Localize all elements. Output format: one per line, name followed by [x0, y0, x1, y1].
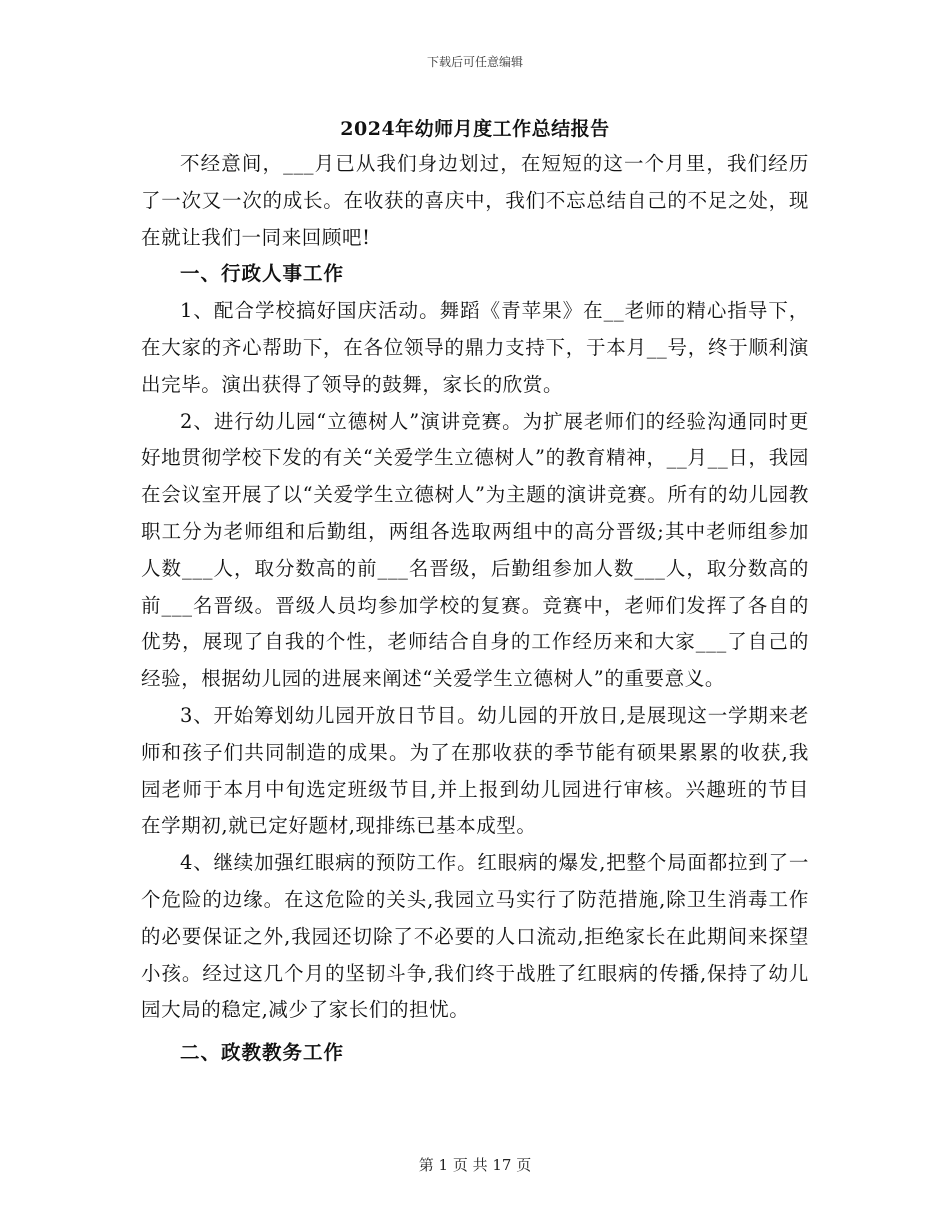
section1-item-1: 1、配合学校搞好国庆活动。舞蹈《青苹果》在__老师的精心指导下，在大家的齐心帮助下，在各位领导的鼎力支持下，于本月__号，终于顺利演出完毕。演出获得了领导的鼓舞，家长的欣赏。	[141, 299, 809, 396]
section-heading-teaching: 二、政教教务工作	[180, 1041, 345, 1065]
section1-item-4: 4、继续加强红眼病的预防工作。红眼病的爆发,把整个局面都拉到了一个危险的边缘。在这危险的关头,我园立马实行了防范措施,除卫生消毒工作的必要保证之外,我园还切除了不必要的人口流动,拒绝家长在此期间来探望小孩。经过这几个月的坚韧斗争,我们终于战胜了红眼病的传播,保持了幼儿园大局的稳定,减少了家长们的担忧。	[141, 851, 809, 1022]
document-title: 2024年幼师月度工作总结报告	[340, 118, 610, 140]
document-body	[141, 146, 809, 1072]
intro-paragraph: 不经意间，___月已从我们身边划过，在短短的这一个月里，我们经历了一次又一次的成长。在收获的喜庆中，我们不忘总结自己的不足之处，现在就让我们一同来回顾吧!	[141, 152, 809, 249]
section1-item-2: 2、进行幼儿园“立德树人”演讲竞赛。为扩展老师们的经验沟通同时更好地贯彻学校下发的有关“关爱学生立德树人”的教育精神，__月__日，我园在会议室开展了以“关爱学生立德树人”为主题的演讲竞赛。所有的幼儿园教职工分为老师组和后勤组，两组各选取两组中的高分晋级;其中老师组参加人数___人，取分数高的前___名晋级，后勤组参加人数___人，取分数高的前___名晋级。晋级人员均参加学校的复赛。竞赛中，老师们发挥了各自的优势，展现了自我的个性，老师结合自身的工作经历来和大家___了自己的经验，根据幼儿园的进展来阐述“关爱学生立德树人”的重要意义。	[141, 409, 809, 691]
header-note: 下载后可任意编辑	[426, 55, 523, 69]
section-heading-admin: 一、行政人事工作	[180, 262, 345, 286]
page-number: 第 1 页 共 17 页	[418, 1156, 532, 1174]
section1-item-3: 3、开始筹划幼儿园开放日节目。幼儿园的开放日,是展现这一学期来老师和孩子们共同制造的成果。为了在那收获的季节能有硕果累累的收获,我园老师于本月中旬选定班级节目,并上报到幼儿园进行审核。兴趣班的节目在学期初,就已定好题材,现排练已基本成型。	[141, 703, 809, 838]
